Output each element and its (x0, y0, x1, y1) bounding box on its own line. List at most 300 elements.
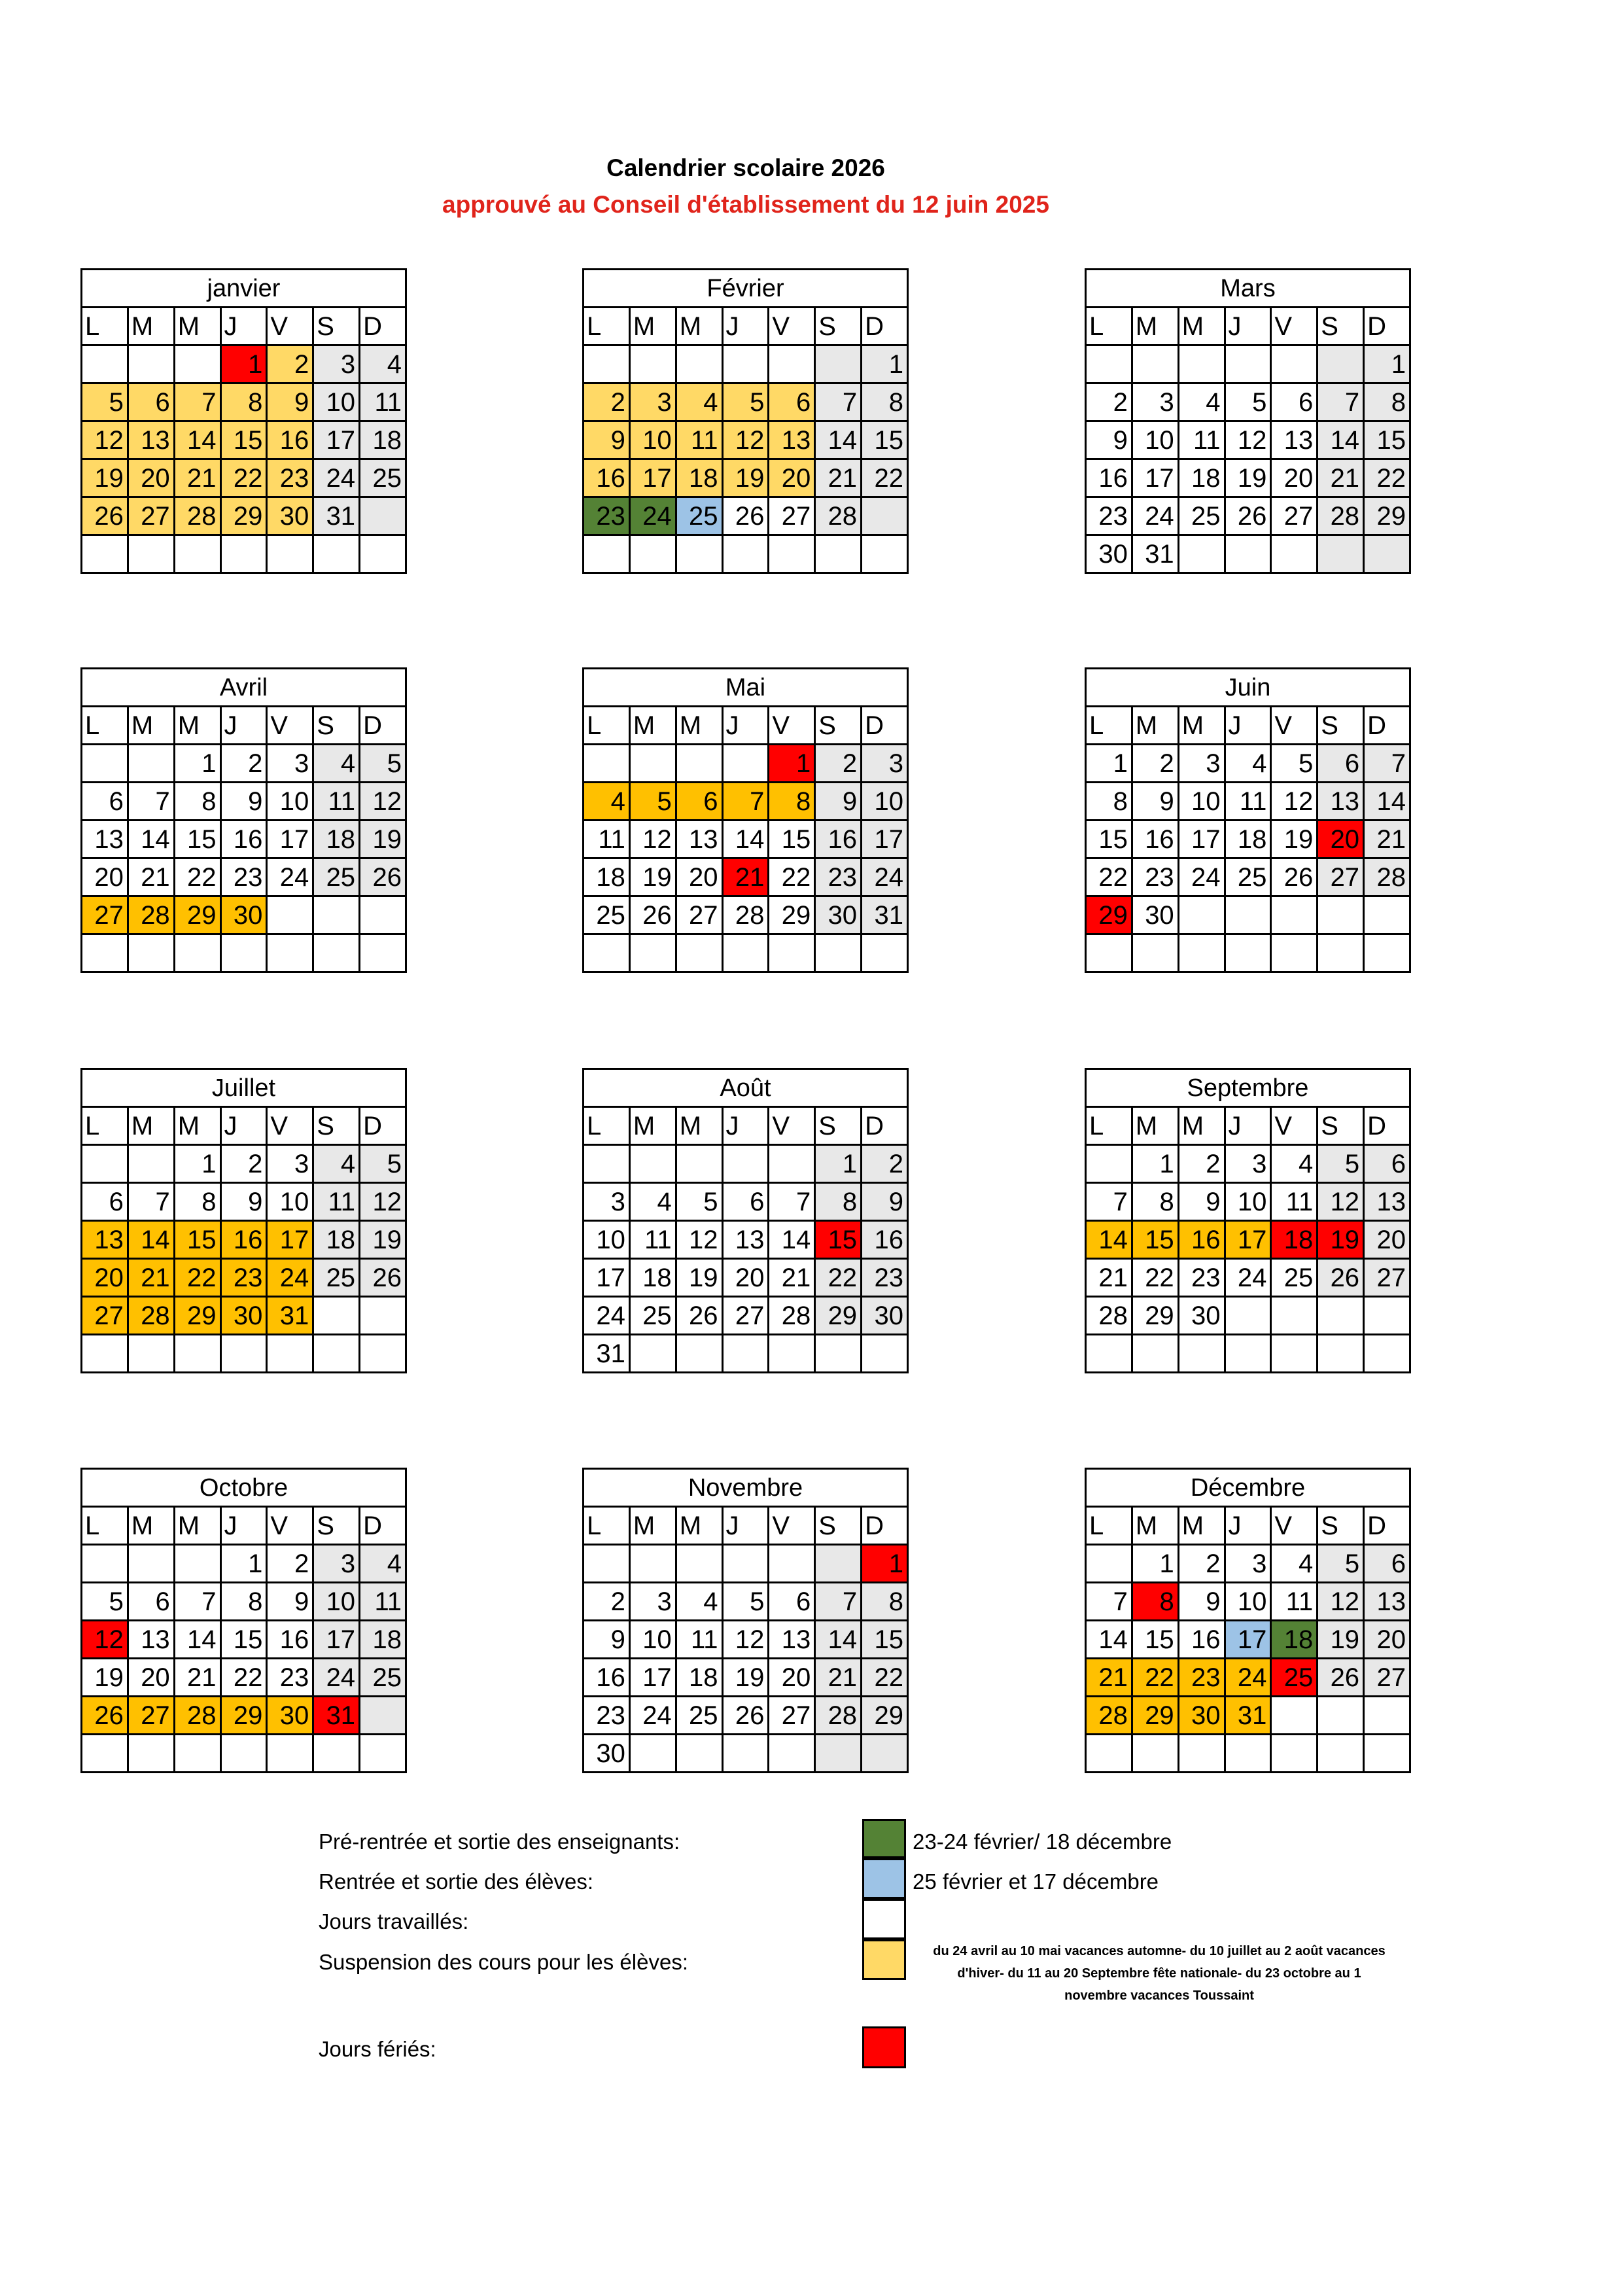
day-header: M (174, 707, 220, 745)
day-header: D (360, 707, 406, 745)
day-cell: 2 (815, 745, 862, 783)
empty-cell (1318, 345, 1364, 383)
day-cell: 28 (815, 497, 862, 535)
day-header: J (220, 1507, 267, 1545)
empty-cell (1225, 1297, 1271, 1335)
empty-cell (676, 745, 722, 783)
day-cell: 24 (629, 1697, 676, 1735)
empty-cell (1271, 1335, 1318, 1373)
day-cell: 24 (267, 1259, 313, 1297)
empty-cell (722, 1735, 769, 1773)
legend-students-label: Rentrée et sortie des élèves: (319, 1869, 594, 1894)
day-cell: 10 (1225, 1583, 1271, 1621)
day-cell: 2 (1086, 383, 1132, 421)
week-row (82, 497, 406, 535)
day-cell: 3 (313, 1545, 360, 1583)
day-cell: 13 (769, 421, 815, 459)
day-cell: 17 (1225, 1221, 1271, 1259)
day-cell: 15 (220, 1621, 267, 1659)
day-header: V (1271, 1107, 1318, 1145)
day-cell: 7 (174, 1583, 220, 1621)
day-cell: 17 (313, 1621, 360, 1659)
day-cell: 28 (1318, 497, 1364, 535)
week-row (1086, 934, 1410, 972)
day-cell: 20 (1364, 1621, 1410, 1659)
day-cell: 25 (1271, 1659, 1318, 1697)
day-cell: 12 (82, 1621, 128, 1659)
day-cell: 26 (1318, 1659, 1364, 1697)
day-cell: 25 (1225, 858, 1271, 896)
day-cell: 27 (1364, 1659, 1410, 1697)
day-cell: 17 (267, 821, 313, 858)
day-cell: 5 (629, 783, 676, 821)
day-header: J (220, 308, 267, 345)
empty-cell (313, 1335, 360, 1373)
day-cell: 11 (676, 421, 722, 459)
day-header: D (360, 1107, 406, 1145)
empty-cell (1364, 934, 1410, 972)
empty-cell (1271, 934, 1318, 972)
day-cell: 4 (1271, 1545, 1318, 1583)
day-header: M (629, 308, 676, 345)
week-row (1086, 383, 1410, 421)
empty-cell (1364, 896, 1410, 934)
day-header: V (769, 308, 815, 345)
day-cell: 27 (128, 497, 174, 535)
day-cell: 6 (82, 783, 128, 821)
empty-cell (360, 497, 406, 535)
month-calendar (582, 1068, 909, 1373)
day-cell: 24 (629, 497, 676, 535)
day-cell: 8 (815, 1183, 862, 1221)
day-cell: 5 (676, 1183, 722, 1221)
empty-cell (1318, 1697, 1364, 1735)
day-cell: 29 (1132, 1697, 1178, 1735)
day-header: M (128, 1507, 174, 1545)
week-row (1086, 1659, 1410, 1697)
day-cell: 3 (313, 345, 360, 383)
week-row (82, 421, 406, 459)
day-header: S (1318, 308, 1364, 345)
week-row (1086, 535, 1410, 573)
day-header: S (313, 1507, 360, 1545)
day-header: D (360, 1507, 406, 1545)
day-cell: 22 (862, 459, 908, 497)
day-header: M (174, 1507, 220, 1545)
day-cell: 12 (82, 421, 128, 459)
day-header: D (1364, 1107, 1410, 1145)
day-cell: 1 (769, 745, 815, 783)
day-cell: 28 (722, 896, 769, 934)
legend-students-desc: 25 février et 17 décembre (913, 1869, 1159, 1894)
empty-cell (1271, 896, 1318, 934)
day-cell: 11 (313, 1183, 360, 1221)
day-cell: 16 (1178, 1621, 1225, 1659)
day-cell: 29 (769, 896, 815, 934)
empty-cell (1086, 1145, 1132, 1183)
day-cell: 9 (1178, 1183, 1225, 1221)
empty-cell (128, 1335, 174, 1373)
day-cell: 25 (584, 896, 630, 934)
day-cell: 27 (82, 1297, 128, 1335)
empty-cell (1132, 1335, 1178, 1373)
day-cell: 3 (629, 1583, 676, 1621)
day-cell: 26 (722, 1697, 769, 1735)
day-cell: 9 (220, 783, 267, 821)
day-cell: 10 (313, 383, 360, 421)
day-header: M (1132, 1107, 1178, 1145)
week-row (584, 934, 908, 972)
day-cell: 22 (1132, 1259, 1178, 1297)
week-row (584, 1583, 908, 1621)
day-cell: 18 (1271, 1621, 1318, 1659)
day-cell: 27 (676, 896, 722, 934)
day-header: L (82, 1107, 128, 1145)
empty-cell (584, 1145, 630, 1183)
day-cell: 24 (313, 459, 360, 497)
day-cell: 19 (82, 1659, 128, 1697)
day-cell: 15 (1364, 421, 1410, 459)
week-row (1086, 783, 1410, 821)
day-cell: 18 (1271, 1221, 1318, 1259)
week-row (1086, 497, 1410, 535)
empty-cell (220, 1735, 267, 1773)
day-cell: 16 (267, 421, 313, 459)
day-cell: 25 (360, 459, 406, 497)
day-cell: 25 (1178, 497, 1225, 535)
day-cell: 25 (313, 1259, 360, 1297)
empty-cell (1318, 535, 1364, 573)
empty-cell (862, 497, 908, 535)
day-cell: 2 (1178, 1545, 1225, 1583)
day-cell: 16 (815, 821, 862, 858)
day-cell: 1 (174, 745, 220, 783)
day-cell: 5 (1318, 1145, 1364, 1183)
month-name: Novembre (584, 1469, 908, 1507)
week-row (584, 783, 908, 821)
week-row (82, 1545, 406, 1583)
empty-cell (1271, 345, 1318, 383)
empty-cell (1086, 934, 1132, 972)
day-header: M (676, 1507, 722, 1545)
day-cell: 21 (1364, 821, 1410, 858)
empty-cell (1364, 1297, 1410, 1335)
day-cell: 10 (267, 783, 313, 821)
month-calendar (80, 268, 407, 574)
empty-cell (313, 1297, 360, 1335)
day-cell: 28 (1364, 858, 1410, 896)
day-cell: 21 (769, 1259, 815, 1297)
day-cell: 12 (722, 421, 769, 459)
day-header: V (769, 1107, 815, 1145)
day-cell: 2 (584, 383, 630, 421)
day-cell: 17 (629, 459, 676, 497)
day-cell: 4 (360, 1545, 406, 1583)
week-row (82, 783, 406, 821)
day-cell: 7 (1086, 1583, 1132, 1621)
legend-suspension-label: Suspension des cours pour les élèves: (319, 1950, 688, 1974)
month-calendar (1085, 1468, 1411, 1773)
day-cell: 26 (1271, 858, 1318, 896)
day-cell: 15 (1086, 821, 1132, 858)
day-cell: 19 (360, 1221, 406, 1259)
day-cell: 20 (769, 459, 815, 497)
day-cell: 12 (629, 821, 676, 858)
day-header: V (1271, 707, 1318, 745)
empty-cell (82, 345, 128, 383)
legend-worked-label: Jours travaillés: (319, 1909, 469, 1934)
day-cell: 19 (722, 1659, 769, 1697)
day-cell: 7 (815, 383, 862, 421)
day-cell: 7 (722, 783, 769, 821)
day-cell: 14 (174, 421, 220, 459)
day-cell: 16 (220, 1221, 267, 1259)
day-cell: 8 (220, 383, 267, 421)
day-cell: 3 (1178, 745, 1225, 783)
day-cell: 10 (1178, 783, 1225, 821)
day-cell: 10 (629, 421, 676, 459)
day-cell: 1 (862, 1545, 908, 1583)
day-header: V (267, 1107, 313, 1145)
empty-cell (862, 934, 908, 972)
day-header: V (769, 1507, 815, 1545)
day-cell: 17 (267, 1221, 313, 1259)
day-cell: 26 (360, 858, 406, 896)
day-cell: 13 (722, 1221, 769, 1259)
day-header: L (1086, 1107, 1132, 1145)
month-calendar (582, 268, 909, 574)
day-header: V (769, 707, 815, 745)
day-cell: 2 (220, 745, 267, 783)
day-cell: 10 (862, 783, 908, 821)
day-cell: 19 (676, 1259, 722, 1297)
day-cell: 20 (1271, 459, 1318, 497)
day-cell: 29 (220, 1697, 267, 1735)
empty-cell (128, 1145, 174, 1183)
day-cell: 12 (360, 1183, 406, 1221)
week-row (82, 1335, 406, 1373)
empty-cell (1318, 1297, 1364, 1335)
legend-holidays-label: Jours fériés: (319, 2037, 436, 2061)
legend-students-swatch (862, 1858, 906, 1899)
day-cell: 8 (174, 783, 220, 821)
empty-cell (722, 345, 769, 383)
day-cell: 9 (1132, 783, 1178, 821)
day-cell: 7 (815, 1583, 862, 1621)
week-row (1086, 1221, 1410, 1259)
empty-cell (584, 1545, 630, 1583)
day-cell: 19 (360, 821, 406, 858)
day-cell: 12 (1318, 1183, 1364, 1221)
day-cell: 26 (82, 1697, 128, 1735)
day-cell: 27 (722, 1297, 769, 1335)
day-cell: 22 (174, 1259, 220, 1297)
empty-cell (1225, 535, 1271, 573)
empty-cell (815, 345, 862, 383)
week-row (1086, 459, 1410, 497)
day-cell: 30 (1178, 1697, 1225, 1735)
day-cell: 14 (128, 821, 174, 858)
day-cell: 7 (1086, 1183, 1132, 1221)
day-cell: 24 (1225, 1259, 1271, 1297)
day-cell: 7 (1318, 383, 1364, 421)
week-row (1086, 858, 1410, 896)
day-cell: 4 (584, 783, 630, 821)
empty-cell (220, 1335, 267, 1373)
day-cell: 11 (1271, 1183, 1318, 1221)
day-cell: 25 (629, 1297, 676, 1335)
empty-cell (220, 934, 267, 972)
legend-teachers-desc: 23-24 février/ 18 décembre (913, 1829, 1172, 1854)
empty-cell (267, 535, 313, 573)
day-cell: 16 (584, 459, 630, 497)
empty-cell (629, 1545, 676, 1583)
legend-teachers-label: Pré-rentrée et sortie des enseignants: (319, 1829, 680, 1854)
week-row (584, 1297, 908, 1335)
empty-cell (1086, 345, 1132, 383)
month-calendar (80, 667, 407, 973)
day-cell: 14 (128, 1221, 174, 1259)
empty-cell (815, 535, 862, 573)
day-cell: 18 (584, 858, 630, 896)
day-cell: 16 (584, 1659, 630, 1697)
day-cell: 2 (1178, 1145, 1225, 1183)
day-cell: 15 (1132, 1621, 1178, 1659)
day-header: M (1178, 308, 1225, 345)
month-calendar (582, 1468, 909, 1773)
day-cell: 28 (174, 1697, 220, 1735)
empty-cell (676, 1335, 722, 1373)
day-cell: 11 (584, 821, 630, 858)
day-cell: 22 (815, 1259, 862, 1297)
legend-teachers-swatch (862, 1819, 906, 1858)
empty-cell (1132, 345, 1178, 383)
day-header: L (584, 1107, 630, 1145)
day-header: J (220, 707, 267, 745)
week-row (584, 535, 908, 573)
month-name: Juin (1086, 669, 1410, 707)
day-cell: 4 (1271, 1145, 1318, 1183)
day-cell: 1 (862, 345, 908, 383)
week-row (1086, 1183, 1410, 1221)
day-cell: 7 (1364, 745, 1410, 783)
empty-cell (82, 535, 128, 573)
day-cell: 26 (82, 497, 128, 535)
day-cell: 5 (1225, 383, 1271, 421)
day-cell: 5 (360, 745, 406, 783)
day-header: J (1225, 1107, 1271, 1145)
day-cell: 19 (722, 459, 769, 497)
empty-cell (769, 345, 815, 383)
week-row (584, 1335, 908, 1373)
empty-cell (1318, 896, 1364, 934)
day-cell: 2 (1132, 745, 1178, 783)
week-row (584, 1659, 908, 1697)
day-cell: 25 (313, 858, 360, 896)
day-header: J (1225, 707, 1271, 745)
day-cell: 10 (1225, 1183, 1271, 1221)
day-cell: 18 (360, 421, 406, 459)
week-row (1086, 345, 1410, 383)
empty-cell (82, 1735, 128, 1773)
empty-cell (128, 745, 174, 783)
day-cell: 20 (676, 858, 722, 896)
day-cell: 31 (862, 896, 908, 934)
day-cell: 12 (1318, 1583, 1364, 1621)
day-cell: 2 (267, 345, 313, 383)
day-header: M (174, 308, 220, 345)
empty-cell (584, 535, 630, 573)
month-name: janvier (82, 270, 406, 308)
day-cell: 4 (629, 1183, 676, 1221)
day-header: J (1225, 308, 1271, 345)
empty-cell (1178, 934, 1225, 972)
day-cell: 22 (862, 1659, 908, 1697)
empty-cell (584, 345, 630, 383)
empty-cell (82, 1145, 128, 1183)
day-cell: 28 (174, 497, 220, 535)
day-cell: 5 (82, 1583, 128, 1621)
week-row (584, 1621, 908, 1659)
week-row (82, 1145, 406, 1183)
day-cell: 31 (584, 1335, 630, 1373)
empty-cell (1132, 934, 1178, 972)
empty-cell (676, 535, 722, 573)
day-cell: 14 (769, 1221, 815, 1259)
day-cell: 29 (1132, 1297, 1178, 1335)
day-cell: 4 (676, 1583, 722, 1621)
day-header: M (629, 1107, 676, 1145)
day-cell: 30 (1178, 1297, 1225, 1335)
day-header: D (862, 707, 908, 745)
day-cell: 8 (862, 1583, 908, 1621)
week-row (82, 1659, 406, 1697)
week-row (584, 345, 908, 383)
day-header: S (815, 707, 862, 745)
day-cell: 27 (82, 896, 128, 934)
day-cell: 23 (220, 1259, 267, 1297)
day-cell: 10 (629, 1621, 676, 1659)
day-cell: 15 (862, 1621, 908, 1659)
week-row (584, 1735, 908, 1773)
day-cell: 6 (1364, 1145, 1410, 1183)
day-cell: 15 (220, 421, 267, 459)
empty-cell (722, 1545, 769, 1583)
week-row (584, 1545, 908, 1583)
day-cell: 13 (128, 1621, 174, 1659)
day-header: M (1132, 1507, 1178, 1545)
day-cell: 18 (313, 821, 360, 858)
day-cell: 27 (1318, 858, 1364, 896)
day-header: D (1364, 308, 1410, 345)
day-header: M (629, 707, 676, 745)
day-cell: 23 (815, 858, 862, 896)
empty-cell (815, 1335, 862, 1373)
day-cell: 14 (174, 1621, 220, 1659)
day-cell: 20 (769, 1659, 815, 1697)
empty-cell (1225, 1335, 1271, 1373)
day-cell: 15 (815, 1221, 862, 1259)
day-cell: 17 (584, 1259, 630, 1297)
day-cell: 26 (722, 497, 769, 535)
day-cell: 15 (174, 821, 220, 858)
legend-worked-swatch (862, 1899, 906, 1939)
empty-cell (769, 1335, 815, 1373)
empty-cell (815, 1735, 862, 1773)
empty-cell (313, 535, 360, 573)
empty-cell (360, 1735, 406, 1773)
day-cell: 20 (722, 1259, 769, 1297)
